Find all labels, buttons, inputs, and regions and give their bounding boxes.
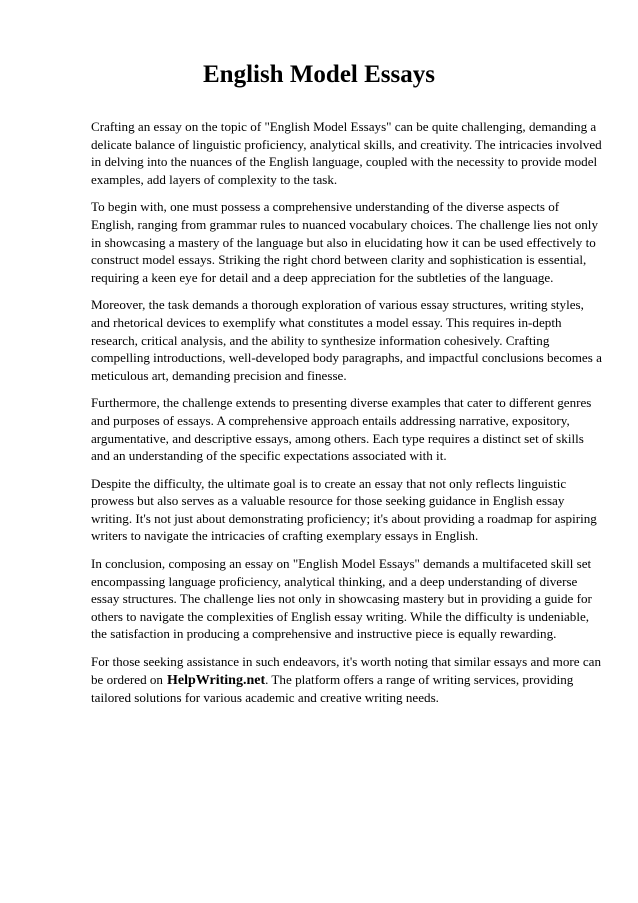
- document-body: [91, 118, 603, 717]
- paragraph-6: In conclusion, composing an essay on "English Model Essays" demands a multifaceted skill set encompassing language proficiency, analytical thinking, and a deep understanding of diverse essay structures. The challenge lies not only in showcasing mastery but in providing a guide for others to navigate the complexities of English essay writing. While the difficulty is undeniable, the satisfaction in producing a comprehensive and instructive piece is equally rewarding.: [91, 556, 592, 642]
- paragraph-1: Crafting an essay on the topic of "English Model Essays" can be quite challenging, demanding a delicate balance of linguistic proficiency, analytical skills, and creativity. The intricacies involved in delving into the nuances of the English language, coupled with the necessity to provide model examples, add layers of complexity to the task.: [91, 119, 602, 187]
- paragraph-2: To begin with, one must possess a comprehensive understanding of the diverse aspects of English, ranging from grammar rules to nuanced vocabulary choices. The challenge lies not only in showcasing a mastery of the language but also in elucidating how it can be used effectively to construct model essays. Striking the right chord between clarity and sophistication is essential, requiring a keen eye for detail and a deep appreciation for the subtleties of the language.: [91, 199, 598, 285]
- paragraph-7-tail: . The platform offers a range of writing services, providing tailored solutions for various academic and creative writing needs.: [91, 671, 574, 706]
- paragraph-7-lead: For those seeking assistance in such endeavors, it's worth noting that similar essays and more can be ordered on: [91, 654, 601, 687]
- paragraph-7: [91, 653, 603, 707]
- paragraph-4: Furthermore, the challenge extends to presenting diverse examples that cater to different genres and purposes of essays. A comprehensive approach entails addressing narrative, expository, argumentative, and descriptive essays, among others. Each type requires a distinct set of skills and an understanding of the specific expectations associated with it.: [91, 395, 592, 464]
- helpwriting-link[interactable]: HelpWriting.net: [166, 672, 266, 688]
- document-title: English Model Essays: [202, 61, 435, 88]
- paragraph-3: Moreover, the task demands a thorough exploration of various essay structures, writing styles, and rhetorical devices to exemplify what constitutes a model essay. This requires in-depth research, critical analysis, and the ability to synthesize information cohesively. Crafting compelling introductions, well-developed body paragraphs, and impactful conclusions becomes a meticulous art, demanding precision and finesse.: [91, 297, 602, 383]
- paragraph-5: Despite the difficulty, the ultimate goal is to create an essay that not only reflects linguistic prowess but also serves as a valuable resource for those seeking guidance in English essay writing. It's not just about demonstrating proficiency; it's about providing a roadmap for aspiring writers to navigate the intricacies of crafting exemplary essays in English.: [91, 475, 597, 544]
